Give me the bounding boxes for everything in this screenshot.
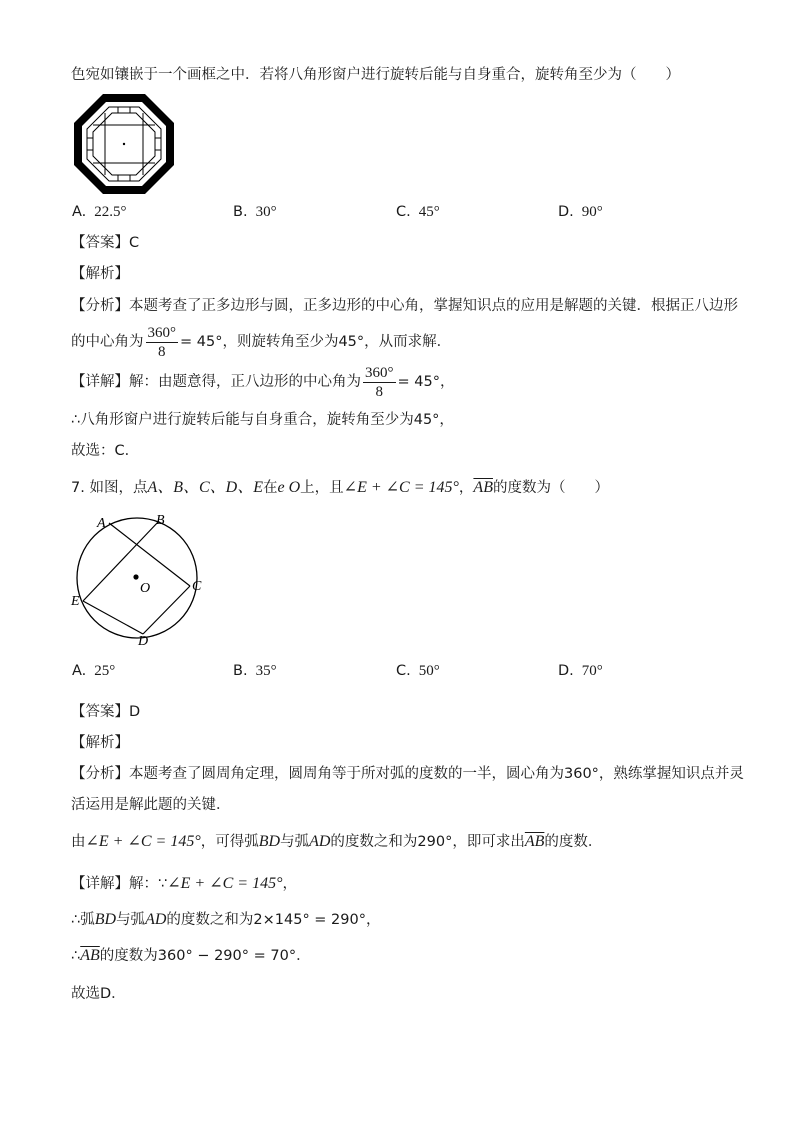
q6-option-c: C. 45°: [396, 204, 440, 220]
q6-fenxi-line2: 的中心角为 $\frac{360^\circ}{8}$ = 45°，则旋转角至少为45°，从而求解．: [71, 324, 452, 360]
answer-label: 【答案】: [71, 704, 129, 720]
q6-xiangjie-line1: 【详解】解：由题意得，正八边形的中心角为 $\frac{360^\circ}{8}$ = 45°，: [71, 364, 455, 400]
fraction: $\frac{360^\circ}{8}$: [365, 364, 394, 400]
answer-value: C: [129, 235, 140, 251]
q7-option-d: D. 70°: [558, 663, 603, 679]
q7-jiexi-label: 【解析】: [71, 735, 129, 751]
q7-option-c: C. 50°: [396, 663, 440, 679]
q7-fenxi-line3: 由∠E + ∠C = 145°，可得弧BD与弧AD的度数之和为290°，即可求出$\overline{AB}$的度数．: [71, 833, 603, 850]
q6-option-b: B. 30°: [233, 204, 277, 220]
label-c: C: [192, 579, 202, 594]
q6-answer: [71, 233, 139, 253]
q6-option-d: D. 90°: [558, 204, 603, 220]
q7-option-a: A. 25°: [72, 663, 116, 679]
label-o: O: [140, 581, 151, 596]
octagon-window-figure: [72, 92, 176, 196]
q7-fenxi-line1: 【分析】本题考查了圆周角定理，圆周角等于所对弧的度数的一半，圆心角为360°，熟练掌握知识点并灵: [71, 766, 744, 782]
answer-value: D: [129, 704, 141, 720]
label-d: D: [138, 634, 149, 649]
q7-xiangjie-line4: 故选D．: [71, 986, 126, 1002]
q6-option-a: A. 22.5°: [72, 204, 127, 220]
circle-figure: [64, 510, 214, 650]
q7-fenxi-line2: 活运用是解此题的关键．: [71, 797, 231, 813]
fraction: $\frac{360^\circ}{8}$: [147, 324, 176, 360]
q7-xiangjie-line1: 【详解】解：∵∠E + ∠C = 145°，: [71, 875, 297, 892]
answer-label: 【答案】: [71, 235, 129, 251]
q7-xiangjie-line3: $\therefore\overline{AB}$的度数为360° − 290° = 70°．: [71, 947, 311, 964]
label-b: B: [156, 513, 165, 528]
label-a: A: [97, 516, 106, 531]
q7-xiangjie-line2: ∴弧BD与弧AD的度数之和为2×145° = 290°，: [71, 911, 381, 928]
q6-jiexi-label: 【解析】: [71, 266, 129, 282]
q6-xiangjie-line2: ∴八角形窗户进行旋转后能与自身重合，旋转角至少为45°，: [71, 412, 454, 428]
q7-option-b: B. 35°: [233, 663, 277, 679]
q6-xiangjie-line3: 故选：C．: [71, 443, 140, 459]
q7-answer: [71, 702, 140, 722]
q6-fenxi-line1: 【分析】本题考查了正多边形与圆，正多边形的中心角，掌握知识点的应用是解题的关键．根据正八边形: [71, 298, 738, 314]
label-e: E: [71, 594, 80, 609]
q7-stem: 7. 如图，点A、B、C、D、E在e O上，且∠E + ∠C = 145°，$\overline{AB}$的度数为（ ）: [71, 479, 609, 496]
q6-stem-line: 色宛如镶嵌于一个画框之中．若将八角形窗户进行旋转后能与自身重合，旋转角至少为（ ）: [71, 67, 680, 83]
